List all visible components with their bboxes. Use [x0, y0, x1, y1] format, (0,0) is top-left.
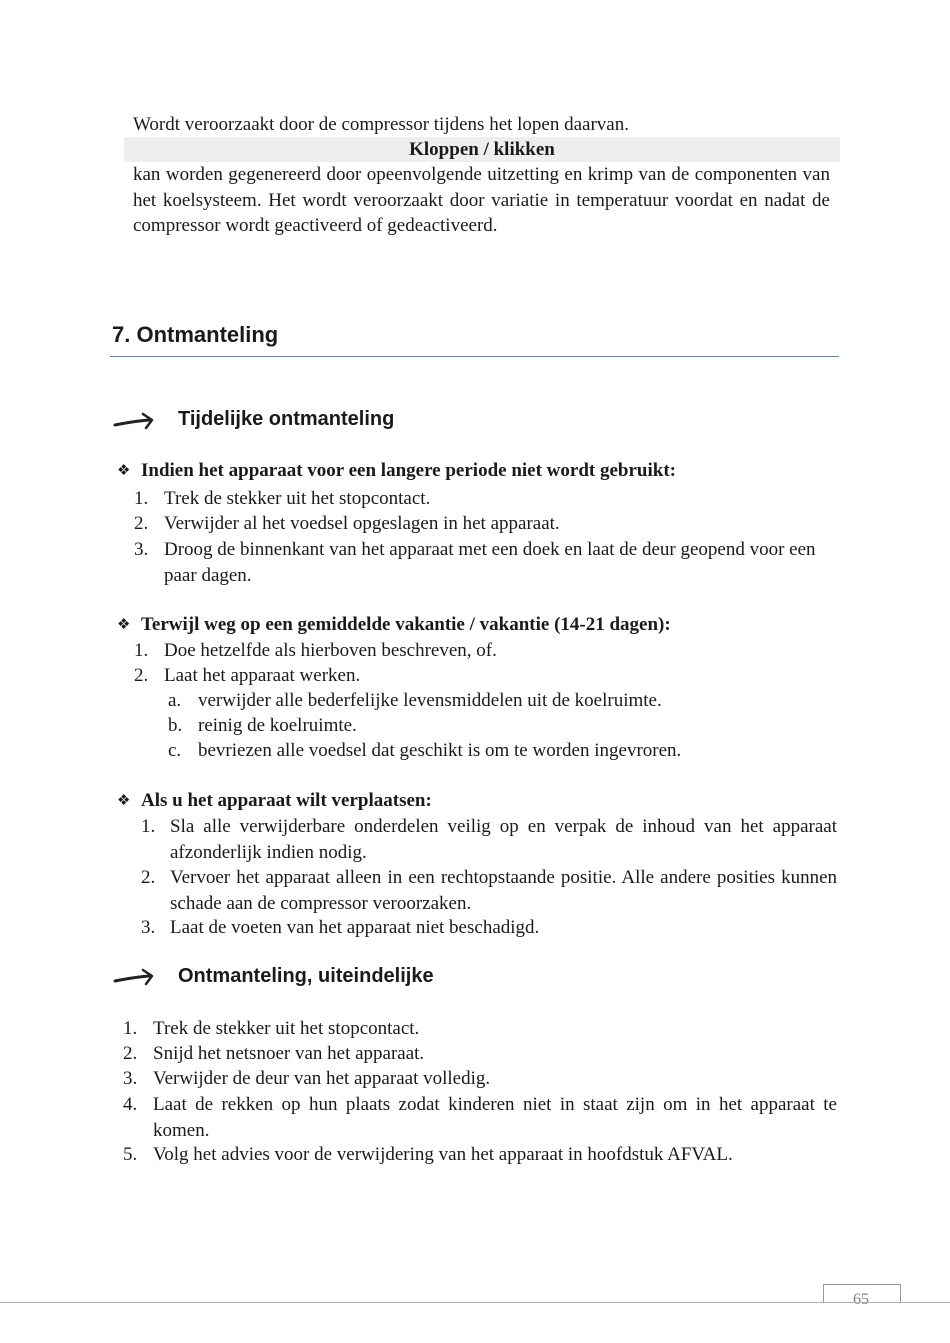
list-number: 1.: [134, 488, 149, 509]
bullet-heading-vacation: [117, 612, 671, 638]
four-diamond-bullet-icon: ❖: [117, 791, 131, 809]
list-text: Volg het advies voor de verwijdering van het apparaat in hoofdstuk AFVAL.: [153, 1144, 733, 1165]
list-number: 1.: [141, 816, 156, 837]
heading-final-dismantling: Ontmanteling, uiteindelijke: [178, 965, 434, 987]
swoosh-arrow-icon: [113, 967, 157, 989]
list-number: 2.: [134, 665, 149, 686]
list-text: Trek de stekker uit het stopcontact.: [164, 488, 431, 509]
page-number: 65: [853, 1291, 869, 1308]
list-text: Doe hetzelfde als hierboven beschreven, of.: [164, 640, 497, 661]
list-text: Droog de binnenkant van het apparaat met een doek en laat de deur geopend voor een paar dagen.: [164, 539, 816, 586]
four-diamond-bullet-icon: ❖: [117, 615, 131, 633]
sub-list-letter: b.: [168, 715, 183, 736]
list-number: 2.: [134, 513, 149, 534]
sub-list-letter: a.: [168, 690, 182, 711]
heading-temporary-dismantling: Tijdelijke ontmanteling: [178, 408, 395, 430]
list-text: Laat de voeten van het apparaat niet beschadigd.: [170, 917, 540, 938]
list-text: Verwijder al het voedsel opgeslagen in het apparaat.: [164, 513, 560, 534]
footer-divider: [0, 1302, 950, 1303]
list-text: Sla alle verwijderbare onderdelen veilig op en verpak de inhoud van het apparaat afzonderlijk indien nodig.: [170, 816, 837, 863]
list-text: Snijd het netsnoer van het apparaat.: [153, 1043, 425, 1064]
bullet-heading-moving: [117, 788, 432, 814]
list-number: 2.: [123, 1043, 138, 1064]
list-number: 3.: [134, 539, 149, 560]
subtitle-kloppen-klikken: Kloppen / klikken: [124, 137, 840, 162]
four-diamond-bullet-icon: ❖: [117, 461, 131, 479]
intro-paragraph: kan worden gegenereerd door opeenvolgende uitzetting en krimp van de componenten van het koelsysteem. Het wordt veroorzaakt door variatie in temperatuur voordat en nadat de compressor wordt geactiveerd of gedeactiveerd.: [133, 164, 830, 236]
sub-list-text: verwijder alle bederfelijke levensmiddelen uit de koelruimte.: [198, 690, 662, 711]
bullet-heading-text: Terwijl weg op een gemiddelde vakantie / vakantie (14-21 dagen):: [141, 614, 671, 635]
list-text: Trek de stekker uit het stopcontact.: [153, 1018, 420, 1039]
list-number: 2.: [141, 867, 156, 888]
swoosh-arrow-icon: [113, 411, 157, 433]
list-number: 1.: [123, 1018, 138, 1039]
list-number: 1.: [134, 640, 149, 661]
list-text: Vervoer het apparaat alleen in een rechtopstaande positie. Alle andere posities kunnen schade aan de compressor veroorzaken.: [170, 867, 837, 914]
list-number: 3.: [141, 917, 156, 938]
bullet-heading-long-period: [117, 458, 676, 484]
sub-list-text: reinig de koelruimte.: [198, 715, 357, 736]
sub-list-letter: c.: [168, 740, 182, 761]
sub-list-text: bevriezen alle voedsel dat geschikt is om te worden ingevroren.: [198, 740, 682, 761]
bullet-heading-text: Indien het apparaat voor een langere periode niet wordt gebruikt:: [141, 460, 676, 481]
list-number: 3.: [123, 1068, 138, 1089]
intro-line: Wordt veroorzaakt door de compressor tijdens het lopen daarvan.: [133, 114, 629, 135]
bullet-heading-text: Als u het apparaat wilt verplaatsen:: [141, 790, 432, 811]
list-number: 4.: [123, 1094, 138, 1115]
list-number: 5.: [123, 1144, 138, 1165]
list-text: Laat het apparaat werken.: [164, 665, 361, 686]
list-text: Laat de rekken op hun plaats zodat kinderen niet in staat zijn om in het apparaat te komen.: [153, 1094, 837, 1141]
section-divider: [110, 356, 839, 357]
section-title: 7. Ontmanteling: [112, 322, 279, 347]
list-text: Verwijder de deur van het apparaat volledig.: [153, 1068, 491, 1089]
